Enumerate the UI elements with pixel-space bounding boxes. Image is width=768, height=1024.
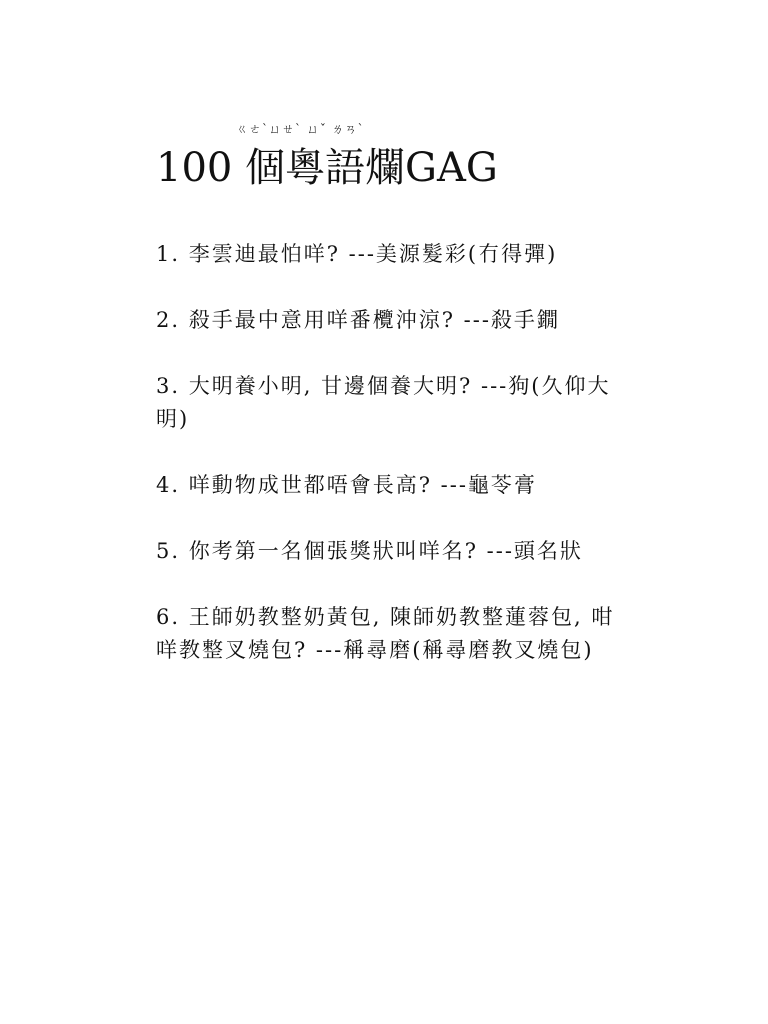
joke-list [156,238,616,700]
joke-item-1: 1. 李雲迪最怕咩? ---美源髮彩(冇得彈) [156,242,558,266]
joke-item-6: 6. 王師奶教整奶黃包, 陳師奶教整蓮蓉包, 咁咩教整叉燒包? ---稱尋磨(稱尋磨教叉燒包) [156,605,615,662]
bopomofo-annotation: ㄍㄜˋㄩㄝˋ ㄩˇ ㄌㄢˋ [236,122,365,136]
joke-item-3: 3. 大明養小明, 甘邊個養大明? ---狗(久仰大明) [156,374,611,431]
page-title: 100 個粵語爛GAG [156,145,498,191]
joke-item-2: 2. 殺手最中意用咩番欖沖涼? ---殺手鐗 [156,308,560,332]
joke-item-4: 4. 咩動物成世都唔會長高? ---龜苓膏 [156,473,537,497]
joke-item-5: 5. 你考第一名個張獎狀叫咩名? ---頭名狀 [156,539,583,563]
